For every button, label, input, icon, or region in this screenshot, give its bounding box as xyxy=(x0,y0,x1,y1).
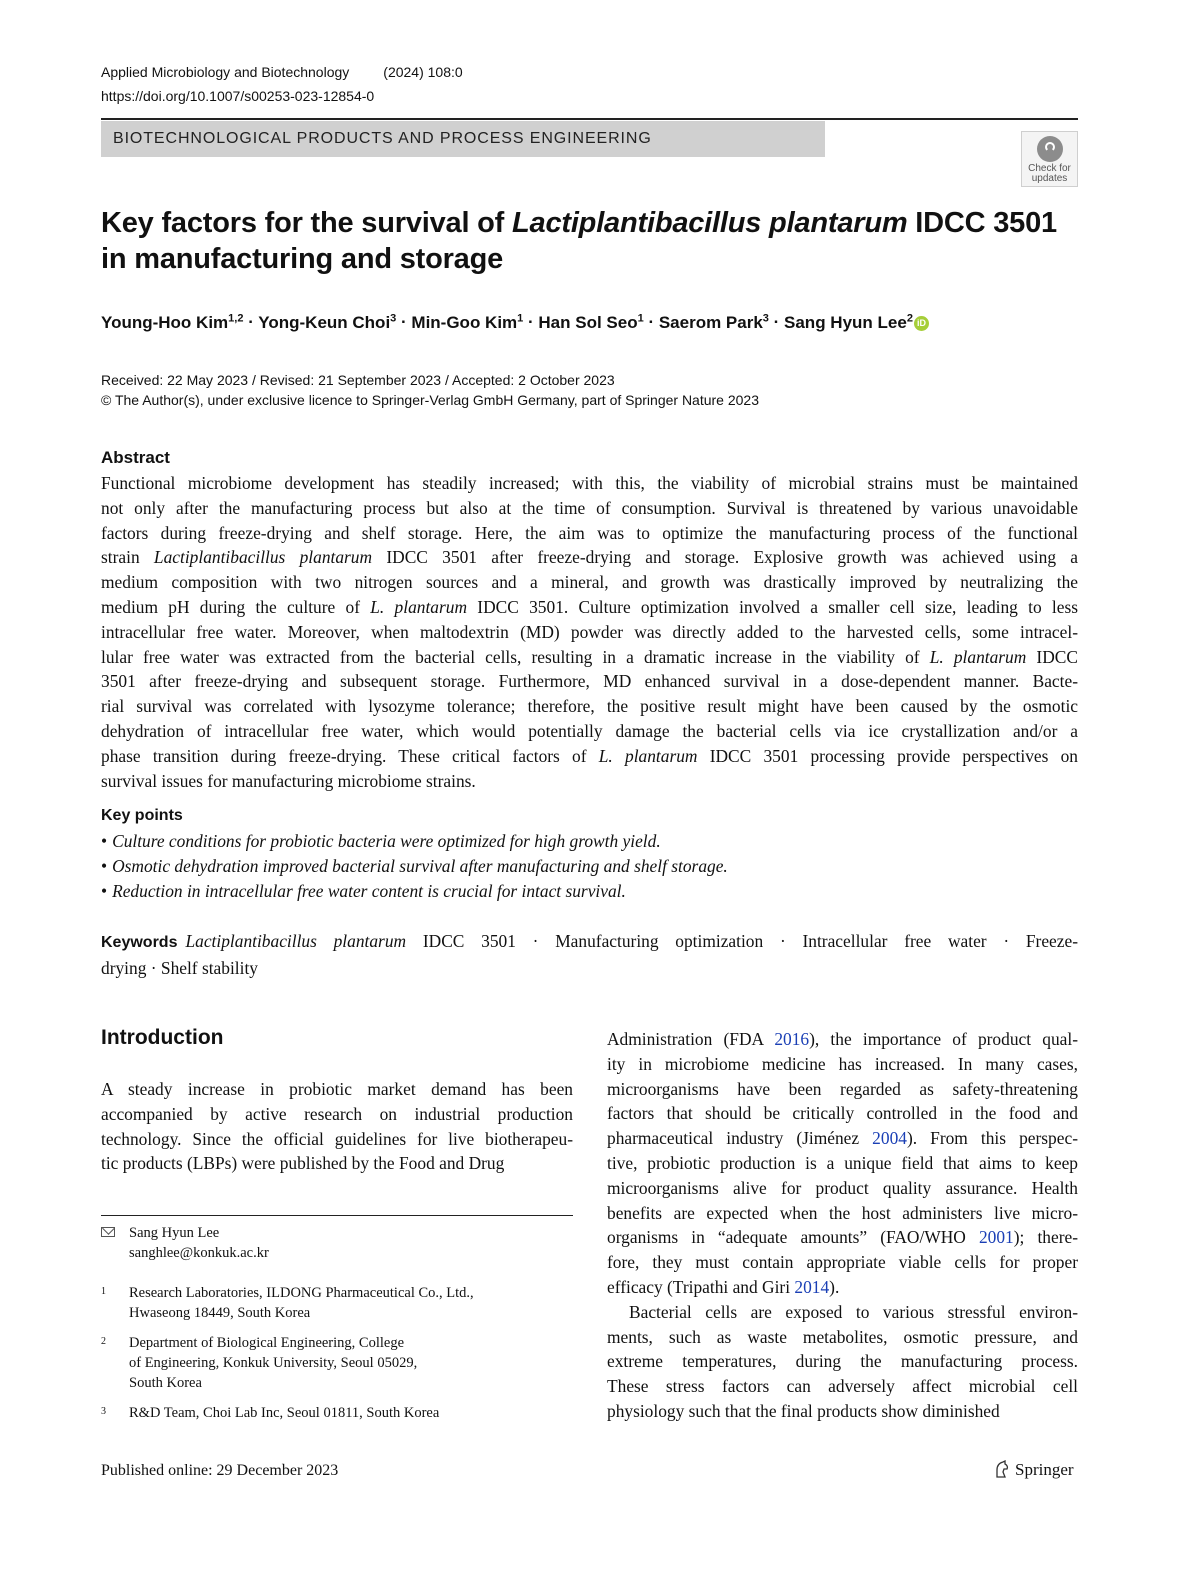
doi-link[interactable]: https://doi.org/10.1007/s00253-023-12854-0 xyxy=(101,88,375,104)
orcid-icon[interactable]: iD xyxy=(914,316,929,331)
text-line: rial survival was correlated with lysozyme tolerance; therefore, the positive result might have been caused by the osmotic xyxy=(101,696,1078,717)
text-line: intracellular free water. Moreover, when maltodextrin (MD) powder was directly added to the harvested cells, some intracel- xyxy=(101,621,1078,642)
text-line: strain Lactiplantibacillus plantarum IDCC 3501 after freeze-drying and storage. Explosive growth was achieved using a xyxy=(101,547,1079,568)
section-banner: BIOTECHNOLOGICAL PRODUCTS AND PROCESS ENGINEERING xyxy=(101,121,825,157)
author-name: Sang Hyun Lee$^2$ xyxy=(784,312,913,332)
introduction-left-column xyxy=(101,1077,573,1176)
text-line: ments, such as waste metabolites, osmotic pressure, and xyxy=(607,1326,1078,1347)
affiliation-marker: 1,2 xyxy=(228,312,244,324)
author-separator: · xyxy=(643,312,659,332)
author-separator: · xyxy=(768,312,785,332)
citation-link[interactable]: 2001 xyxy=(978,1227,1014,1248)
text-line: factors during freeze-drying and shelf storage. Here, the aim was to optimize the manufacturing process of the functional xyxy=(101,522,1078,543)
text-line: ity in microbiome medicine has increased. In many cases, xyxy=(607,1053,1078,1074)
bullet: • xyxy=(101,831,108,851)
text-line: medium composition with two nitrogen sources and a mineral, and growth was drastically improved by neutralizing the xyxy=(101,572,1078,593)
bullet: • xyxy=(101,856,108,876)
text-line: tic products (LBPs) were published by the Food and Drug xyxy=(101,1153,505,1174)
author-list xyxy=(101,312,929,333)
key-points-heading: Key points xyxy=(101,807,183,824)
text-line: lular free water was extracted from the bacterial cells, resulting in a dramatic increase in the viability of L. plantarum IDCC xyxy=(101,646,1078,667)
affiliation-marker: 3 xyxy=(762,312,769,324)
citation-link[interactable]: 2004 xyxy=(872,1128,907,1149)
abstract-body xyxy=(101,471,1078,793)
text-line: dehydration of intracellular free water, which would potentially damage the bacterial cells via ice crystallization and/or a xyxy=(101,720,1078,741)
keywords xyxy=(101,929,1078,981)
corresponding-email[interactable]: sanghlee@konkuk.ac.kr xyxy=(129,1245,269,1261)
author-name: Saerom Park$^3$ xyxy=(658,312,769,332)
text-line: not only after the manufacturing process but also at the time of consumption. Survival is threatened by various unavoidable xyxy=(101,497,1078,518)
text-line: medium pH during the culture of L. plantarum IDCC 3501. Culture optimization involved a smaller cell size, leading to less xyxy=(101,596,1079,617)
springer-horse-icon xyxy=(994,1460,1010,1478)
year-volume: (2024) 108:0 xyxy=(383,64,463,80)
text-line: Administration (FDA 2016), the importance of product qual- xyxy=(607,1029,1078,1049)
text-line: Functional microbiome development has steadily increased; with this, the viability of microbial strains must be maintained xyxy=(101,473,1078,493)
affiliation-marker: 1 xyxy=(637,312,644,324)
published-date: Published online: 29 December 2023 xyxy=(101,1462,339,1479)
affiliation-number: 3 xyxy=(101,1406,106,1417)
author-name: Han Sol Seo$^1$ xyxy=(538,312,644,332)
text-line: factors that should be critically controlled in the food and xyxy=(607,1103,1078,1124)
keywords-label: Keywords xyxy=(101,934,178,951)
text-line: Bacterial cells are exposed to various stressful environ- xyxy=(629,1301,1078,1322)
text-line: microorganisms have been regarded as safety-threatening xyxy=(607,1078,1078,1099)
text-line: phase transition during freeze-drying. These critical factors of L. plantarum IDCC 3501 processing provide perspectives on xyxy=(101,745,1078,766)
text-line: benefits are expected when the host administers live micro- xyxy=(607,1202,1078,1223)
text-line: technology. Since the official guidelines for live biotherapeu- xyxy=(101,1128,573,1149)
key-points-list xyxy=(101,829,1078,904)
affiliation-number: 2 xyxy=(101,1336,106,1347)
author-separator: · xyxy=(396,312,412,332)
introduction-right-column xyxy=(607,1027,1078,1424)
author-separator: · xyxy=(243,312,259,332)
text-line: microorganisms alive for product quality assurance. Health xyxy=(607,1177,1078,1198)
author-name: Yong-Keun Choi$^3$ xyxy=(258,312,397,332)
author-name: Min-Goo Kim$^1$ xyxy=(411,312,524,332)
key-point-item: • Culture conditions for probiotic bacteria were optimized for high growth yield. xyxy=(101,831,661,851)
affiliation-number: 1 xyxy=(101,1286,106,1297)
affiliation-footnote: 3 R&D Team, Choi Lab Inc, Seoul 01811, South Korea xyxy=(101,1403,573,1423)
affiliation-marker: 1 xyxy=(517,312,524,324)
citation-link[interactable]: 2014 xyxy=(794,1276,830,1297)
publisher-logo: Springer xyxy=(994,1460,1074,1480)
text-line: organisms in “adequate amounts” (FAO/WHO 2001); there- xyxy=(607,1227,1078,1248)
envelope-icon xyxy=(101,1227,115,1237)
footnote-rule xyxy=(101,1215,573,1216)
text-line: These stress factors can adversely affect microbial cell xyxy=(607,1376,1078,1397)
text-line: physiology such that the final products show diminished xyxy=(607,1400,1000,1421)
text-line: accompanied by active research on industrial production xyxy=(101,1103,573,1124)
text-line: survival issues for manufacturing microbiome strains. xyxy=(101,770,476,791)
affiliation-footnote: 1 Research Laboratories, ILDONG Pharmaceutical Co., Ltd., Hwaseong 18449, South Korea xyxy=(101,1283,573,1323)
text-line: efficacy (Tripathi and Giri 2014). xyxy=(607,1276,840,1297)
update-icon xyxy=(1037,136,1063,162)
affiliation-footnote: 2 Department of Biological Engineering, College of Engineering, Konkuk University, Seoul 05029, South Korea xyxy=(101,1333,573,1393)
citation-link[interactable]: 2016 xyxy=(774,1029,810,1049)
text-line: A steady increase in probiotic market demand has been xyxy=(101,1079,573,1099)
introduction-heading: Introduction xyxy=(101,1026,224,1049)
copyright-line: © The Author(s), under exclusive licence to Springer-Verlag GmbH Germany, part of Springer Nature 2023 xyxy=(101,392,759,408)
key-point-item: • Osmotic dehydration improved bacterial survival after manufacturing and shelf storage. xyxy=(101,856,728,876)
text-line: extreme temperatures, during the manufacturing process. xyxy=(607,1351,1078,1372)
author-name: Young-Hoo Kim$^{1,2}$ xyxy=(101,312,244,332)
affiliation-marker: 3 xyxy=(390,312,397,324)
paper-title: Key factors for the survival of Lactiplantibacillus plantarum IDCC 3501 in manufacturing and storage xyxy=(101,207,1057,275)
keywords-line: Keywords Lactiplantibacillus plantarum IDCC 3501 · Manufacturing optimization · Intracellular free water · Freeze- xyxy=(101,931,1079,951)
text-line: fore, they must contain appropriate viable cells for proper xyxy=(607,1252,1078,1273)
bullet: • xyxy=(101,881,108,901)
text-line: pharmaceutical industry (Jiménez 2004). From this perspec- xyxy=(607,1128,1078,1149)
text-line: tive, probiotic production is a unique field that aims to keep xyxy=(607,1152,1078,1173)
key-point-item: • Reduction in intracellular free water content is crucial for intact survival. xyxy=(101,881,626,901)
header-rule xyxy=(101,118,1078,120)
text-line: 3501 after freeze-drying and subsequent storage. Furthermore, MD enhanced survival in a dose-dependent manner. Bacte- xyxy=(101,671,1078,692)
corresponding-author: Sang Hyun Lee sanghlee@konkuk.ac.kr xyxy=(101,1223,573,1263)
keywords-line: drying · Shelf stability xyxy=(101,957,258,978)
abstract-heading: Abstract xyxy=(101,448,170,467)
history-dates: Received: 22 May 2023 / Revised: 21 September 2023 / Accepted: 2 October 2023 xyxy=(101,372,615,388)
journal-name: Applied Microbiology and Biotechnology (2024) 108:0 xyxy=(101,64,463,80)
author-separator: · xyxy=(523,312,539,332)
affiliation-marker: 2 xyxy=(906,312,913,324)
check-for-updates-badge[interactable]: Check for updates xyxy=(1021,131,1078,187)
